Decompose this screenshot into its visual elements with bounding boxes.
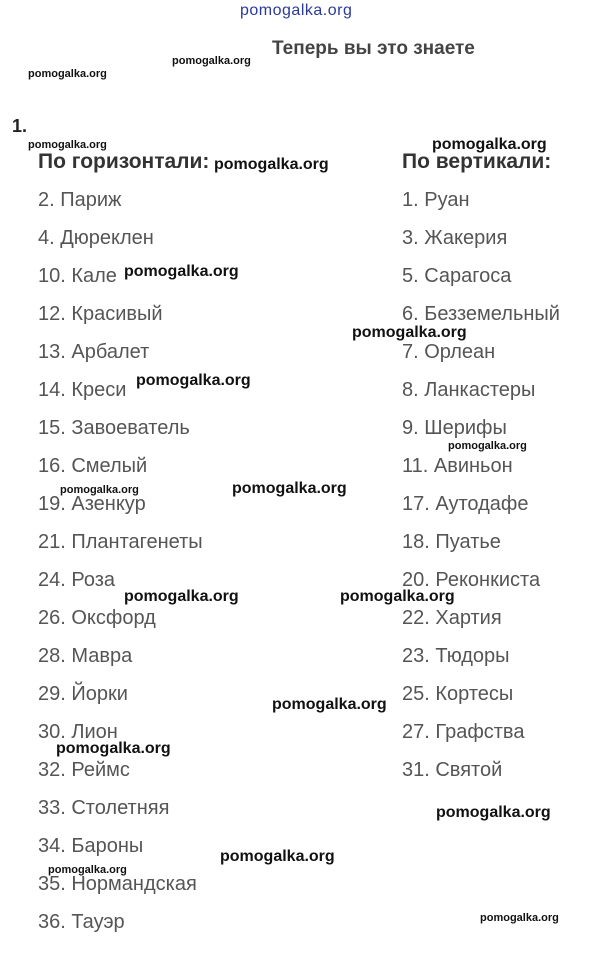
watermark: pomogalka.org <box>214 156 329 173</box>
horizontal-header: По горизонтали: <box>38 150 210 173</box>
watermark: pomogalka.org <box>124 263 239 280</box>
answer-item: 34. Бароны <box>38 835 144 857</box>
answer-item: 24. Роза <box>38 569 116 591</box>
answer-item: 26. Оксфорд <box>38 607 156 629</box>
watermark: pomogalka.org <box>272 696 387 713</box>
watermark: pomogalka.org <box>448 440 527 452</box>
answer-item: 25. Кортесы <box>402 683 514 705</box>
answer-item: 11. Авиньон <box>402 455 513 477</box>
answer-item: 28. Мавра <box>38 645 133 667</box>
answer-item: 22. Хартия <box>402 607 502 629</box>
answer-item: 5. Сарагоса <box>402 265 512 287</box>
answer-item: 16. Смелый <box>38 455 148 477</box>
answer-item: 13. Арбалет <box>38 341 150 363</box>
answer-item: 7. Орлеан <box>402 341 496 363</box>
watermark: pomogalka.org <box>60 484 139 496</box>
vertical-answers-list <box>402 189 560 797</box>
answer-item: 32. Реймс <box>38 759 130 781</box>
answer-item: 31. Святой <box>402 759 503 781</box>
answer-item: 27. Графства <box>402 721 525 743</box>
watermark: pomogalka.org <box>220 848 335 865</box>
answer-item: 1. Руан <box>402 189 470 211</box>
answer-item: 12. Красивый <box>38 303 163 325</box>
answer-item: 17. Аутодафе <box>402 493 529 515</box>
answer-item: 30. Лион <box>38 721 118 743</box>
answer-item: 6. Безземельный <box>402 303 560 325</box>
watermark: pomogalka.org <box>28 68 107 80</box>
watermark: pomogalka.org <box>48 864 127 876</box>
answer-item: 10. Кале <box>38 265 117 287</box>
horizontal-answers-list <box>38 189 203 949</box>
watermark: pomogalka.org <box>352 324 467 341</box>
answer-item: 19. Азенкур <box>38 493 146 515</box>
answer-item: 21. Плантагенеты <box>38 531 203 553</box>
watermark: pomogalka.org <box>232 480 347 497</box>
answer-item: 14. Креси <box>38 379 127 401</box>
answer-item: 8. Ланкастеры <box>402 379 536 401</box>
answer-item: 18. Пуатье <box>402 531 501 553</box>
vertical-header: По вертикали: <box>402 150 552 173</box>
page-title: Теперь вы это знаете <box>272 38 475 59</box>
watermark: pomogalka.org <box>136 372 251 389</box>
answer-item: 23. Тюдоры <box>402 645 510 667</box>
answer-item: 29. Йорки <box>38 683 128 705</box>
watermark: pomogalka.org <box>340 588 455 605</box>
answer-item: 15. Завоеватель <box>38 417 190 439</box>
answer-item: 9. Шерифы <box>402 417 507 439</box>
answer-item: 3. Жакерия <box>402 227 508 249</box>
answer-item: 4. Дюреклен <box>38 227 154 249</box>
answer-item: 2. Париж <box>38 189 122 211</box>
watermark: pomogalka.org <box>240 2 353 19</box>
watermark: pomogalka.org <box>436 804 551 821</box>
watermark: pomogalka.org <box>432 136 547 153</box>
answer-item: 33. Столетняя <box>38 797 170 819</box>
watermark: pomogalka.org <box>480 912 559 924</box>
task-number: 1. <box>12 116 28 136</box>
watermark: pomogalka.org <box>124 588 239 605</box>
answer-item: 35. Нормандская <box>38 873 197 895</box>
answer-item: 20. Реконкиста <box>402 569 541 591</box>
watermark: pomogalka.org <box>28 139 107 151</box>
watermark: pomogalka.org <box>56 740 171 757</box>
answer-item: 36. Тауэр <box>38 911 125 933</box>
watermark: pomogalka.org <box>172 55 251 67</box>
